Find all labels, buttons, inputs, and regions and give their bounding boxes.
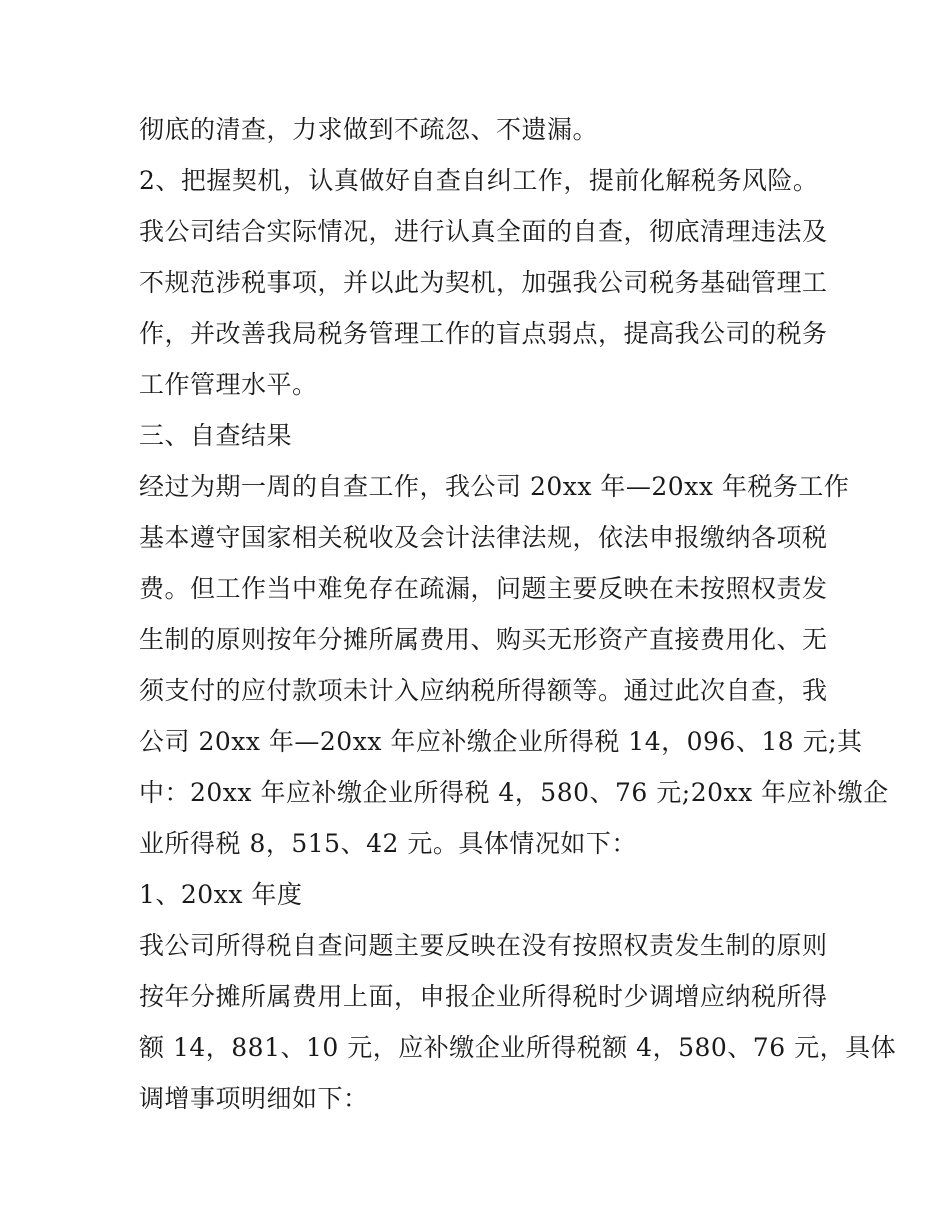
text-line: 生制的原则按年分摊所属费用、购买无形资产直接费用化、无 bbox=[139, 625, 828, 654]
text-line: 业所得税 8，515、42 元。具体情况如下： bbox=[139, 829, 637, 858]
section-heading: 2、把握契机，认真做好自查自纠工作，提前化解税务风险。 bbox=[139, 166, 819, 195]
text-line: 基本遵守国家相关税收及会计法律法规，依法申报缴纳各项税 bbox=[139, 523, 828, 552]
text-line: 我公司所得税自查问题主要反映在没有按照权责发生制的原则 bbox=[139, 931, 828, 960]
text-line: 不规范涉税事项，并以此为契机，加强我公司税务基础管理工 bbox=[139, 268, 828, 297]
text-line: 我公司结合实际情况，进行认真全面的自查，彻底清理违法及 bbox=[139, 217, 828, 246]
text-line: 经过为期一周的自查工作，我公司 20xx 年—20xx 年税务工作 bbox=[139, 472, 850, 501]
text-line: 须支付的应付款项未计入应纳税所得额等。通过此次自查，我 bbox=[139, 676, 828, 705]
text-line: 调增事项明细如下： bbox=[139, 1084, 369, 1113]
section-heading: 1、20xx 年度 bbox=[139, 880, 303, 909]
text-line: 公司 20xx 年—20xx 年应补缴企业所得税 14，096、18 元;其 bbox=[139, 727, 863, 756]
text-line: 彻底的清查，力求做到不疏忽、不遗漏。 bbox=[139, 115, 599, 144]
text-line: 按年分摊所属费用上面，申报企业所得税时少调增应纳税所得 bbox=[139, 982, 828, 1011]
text-line: 工作管理水平。 bbox=[139, 370, 318, 399]
text-line: 作，并改善我局税务管理工作的盲点弱点，提高我公司的税务 bbox=[139, 319, 828, 348]
text-line: 费。但工作当中难免存在疏漏，问题主要反映在未按照权责发 bbox=[139, 574, 828, 603]
document-body bbox=[139, 104, 897, 1124]
text-line: 中：20xx 年应补缴企业所得税 4，580、76 元;20xx 年应补缴企 bbox=[139, 778, 889, 807]
section-heading: 三、自查结果 bbox=[139, 421, 293, 450]
text-line: 额 14，881、10 元，应补缴企业所得税额 4，580、76 元，具体 bbox=[139, 1033, 897, 1062]
